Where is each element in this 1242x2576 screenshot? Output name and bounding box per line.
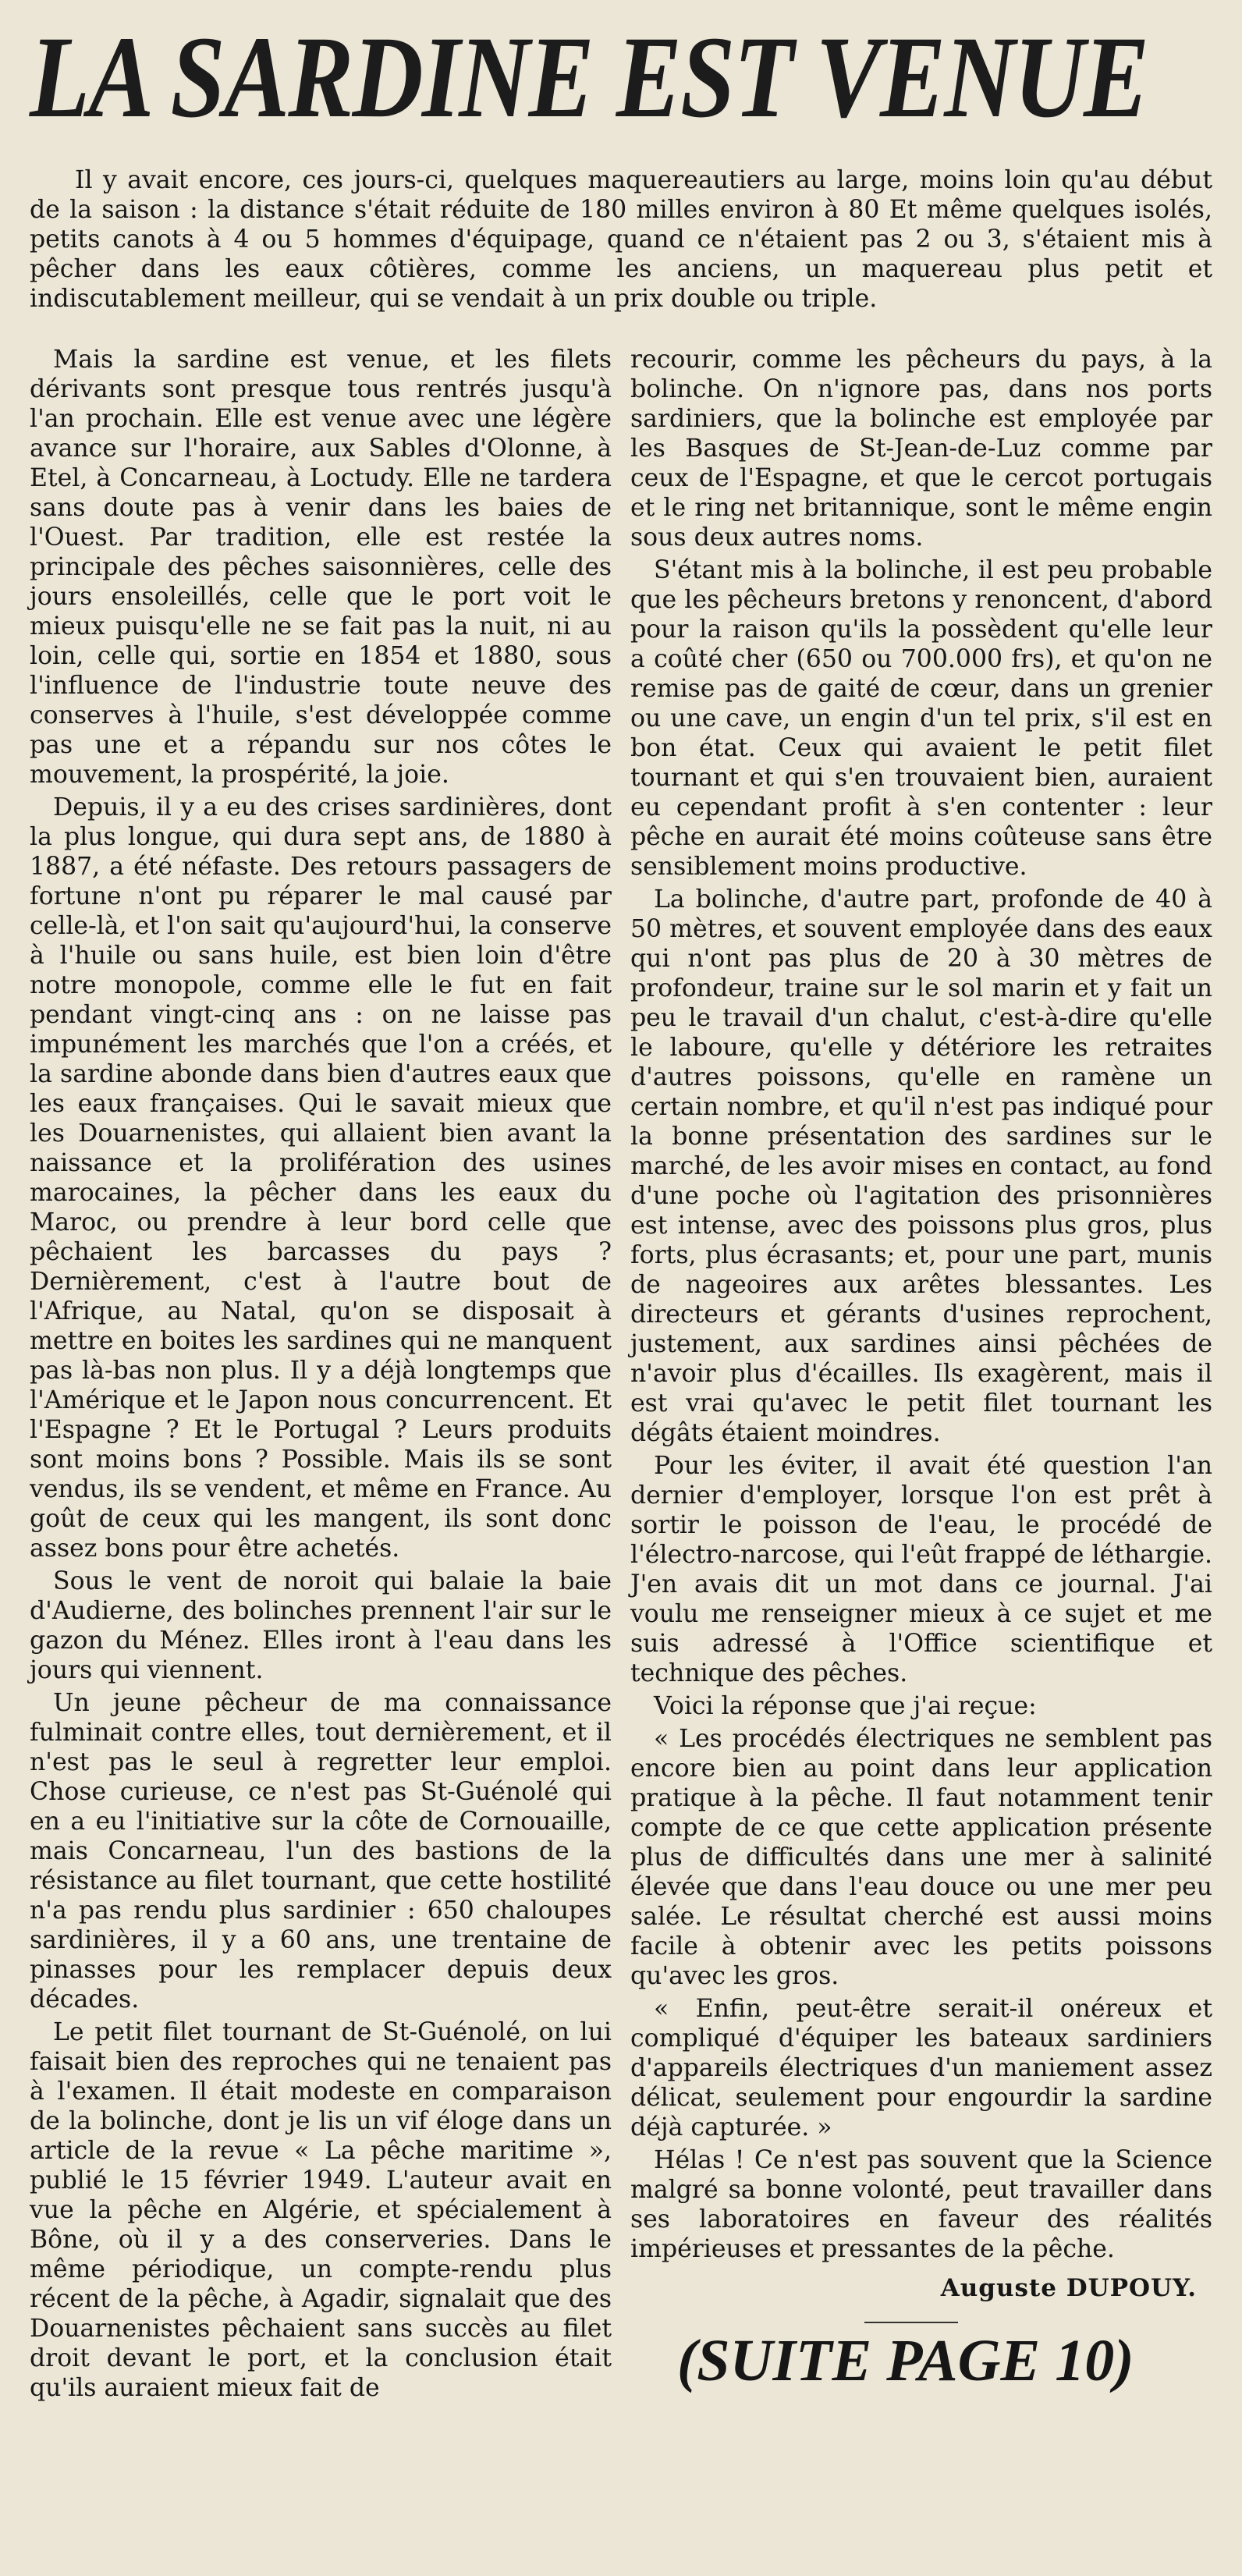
paragraph: S'étant mis à la bolinche, il est peu probable que les pêcheurs bretons y renoncent, d'abord pour la raison qu'ils la possèdent qu'elle leur a coûté cher (650 ou 700.000 frs), et qu'on ne remise pas de gaité de cœur, dans un grenier ou une cave, un engin d'un tel prix, s'il est en bon état. Ceux qui avaient le petit filet tournant et qui s'en trouvaient bien, auraient eu cependant profit à s'en contenter : leur pêche en aurait été moins coûteuse sans être sensiblement moins productive. (630, 556, 1212, 881)
paragraph: Pour les éviter, il avait été question l'an dernier d'employer, lorsque l'on est prêt à sortir le poisson de l'eau, le procédé de l'électro-narcose, qui l'eût frappé de léthargie. J'en avais dit un mot dans ce journal. J'ai voulu me renseigner mieux à ce sujet et me suis adressé à l'Office scientifique et technique des pêches. (630, 1452, 1212, 1687)
paragraph: Voici la réponse que j'ai reçue: (654, 1692, 1037, 1720)
paragraph: Mais la sardine est venue, et les filets dérivants sont presque tous rentrés jusqu'à l'an prochain. Elle est venue avec une légère avance sur l'horaire, aux Sables d'Olonne, à Etel, à Concarneau, à Loctudy. Elle ne tardera sans doute pas à venir dans les baies de l'Ouest. Par tradition, elle est restée la principale des pêches saisonnières, celle des jours ensoleillés, celle que le port voit le mieux puisqu'elle ne se fait pas la nuit, ni au loin, celle qui, sortie en 1854 et 1880, sous l'influence de l'industrie toute neuve des conserves à l'huile, s'est développée comme pas une et a répandu sur nos côtes le mouvement, la prospérité, la joie. (30, 346, 612, 789)
newspaper-page (0, 12, 1242, 2576)
continuation-notice: (SUITE PAGE 10) (677, 2328, 1134, 2393)
paragraph: Sous le vent de noroit qui balaie la baie d'Audierne, des bolinches prennent l'air sur le gazon du Ménez. Elles iront à l'eau dans les jours qui viennent. (30, 1567, 612, 1684)
column-right (630, 345, 1212, 2406)
paragraph: Un jeune pêcheur de ma connaissance fulminait contre elles, tout dernièrement, et il n'est pas le seul à regretter leur emploi. Chose curieuse, ce n'est pas St-Guénolé qui en a eu l'initiative sur la côte de Cornouaille, mais Concarneau, l'un des bastions de la résistance au filet tournant, que cette hostilité n'a pas rendu plus sardinier : 650 chaloupes sardinières, il y a 60 ans, une trentaine de pinasses pour les remplacer depuis deux décades. (30, 1689, 612, 2014)
quote-paragraph: « Enfin, peut-être serait-il onéreux et compliqué d'équiper les bateaux sardiniers d'appareils électriques d'un maniement assez délicat, seulement pour engourdir la sardine déjà capturée. » (630, 1995, 1212, 2141)
column-left (30, 345, 612, 2406)
lead-paragraph: Il y avait encore, ces jours-ci, quelques maquereautiers au large, moins loin qu'au début de la saison : la distance s'était réduite de 180 milles environ à 80 Et même quelques isolés, petits canots à 4 ou 5 hommes d'équipage, quand ce n'étaient pas 2 ou 3, s'étaient mis à pêcher dans les eaux côtières, comme les anciens, un maquereau plus petit et indiscutablement meilleur, qui se vendait à un prix double ou triple. (30, 166, 1212, 313)
article-headline: LA SARDINE EST VENUE (30, 12, 1148, 142)
divider-rule (864, 2322, 958, 2323)
paragraph: Hélas ! Ce n'est pas souvent que la Science malgré sa bonne volonté, peut travailler dans ses laboratoires en faveur des réalités impérieuses et pressantes de la pêche. (630, 2146, 1212, 2263)
article-columns (30, 345, 1212, 2406)
quote-paragraph: « Les procédés électriques ne semblent pas encore bien au point dans leur application pratique à la pêche. Il faut notamment tenir compte de ce que cette application présente plus de difficultés dans une mer à salinité élevée que dans l'eau douce ou une mer peu salée. Le résultat cherché est aussi moins facile à obtenir avec les petits poissons qu'avec les gros. (630, 1725, 1212, 1990)
paragraph: La bolinche, d'autre part, profonde de 40 à 50 mètres, et souvent employée dans des eaux qui n'ont pas plus de 20 à 30 mètres de profondeur, traine sur le sol marin et y fait un peu le travail d'un chalut, c'est-à-dire qu'elle le laboure, qu'elle y détériore les retraites d'autres poissons, qu'elle en ramène un certain nombre, et qu'il n'est pas indiqué pour la bonne présentation des sardines sur le marché, de les avoir mises en contact, au fond d'une poche où l'agitation des prisonnières est intense, avec des poissons plus gros, plus forts, plus écrasants; et, pour une part, munis de nageoires aux arêtes blessantes. Les directeurs et gérants d'usines reprochent, justement, aux sardines ainsi pêchées de n'avoir plus d'écailles. Ils exagèrent, mais il est vrai qu'avec le petit filet tournant les dégâts étaient moindres. (630, 885, 1212, 1447)
paragraph: Depuis, il y a eu des crises sardinières, dont la plus longue, qui dura sept ans, de 1880 à 1887, a été néfaste. Des retours passagers de fortune n'ont pu réparer le mal causé par celle-là, et l'on sait qu'aujourd'hui, la conserve à l'huile ou sans huile, est bien loin d'être notre monopole, comme elle le fut en fait pendant vingt-cinq ans : on ne laisse pas impunément les marchés que l'on a créés, et la sardine abonde dans bien d'autres eaux que les eaux françaises. Qui le savait mieux que les Douarnenistes, qui allaient bien avant la naissance et la prolifération des usines marocaines, la pêcher dans les eaux du Maroc, ou prendre à leur bord celle que pêchaient les barcasses du pays ? Dernièrement, c'est à l'autre bout de l'Afrique, au Natal, qu'on se disposait à mettre en boites les sardines qui ne manquent pas là-bas non plus. Il y a déjà longtemps que l'Amérique et le Japon nous concurrencent. Et l'Espagne ? Et le Portugal ? Leurs produits sont moins bons ? Possible. Mais ils se sont vendus, ils se vendent, et même en France. Au goût de ceux qui les mangent, ils sont donc assez bons pour être achetés. (30, 793, 612, 1563)
paragraph: Le petit filet tournant de St-Guénolé, on lui faisait bien des reproches qui ne tenaient pas à l'examen. Il était modeste en comparaison de la bolinche, dont je lis un vif éloge dans un article de la revue « La pêche maritime », publié le 15 février 1949. L'auteur avait en vue la pêche en Algérie, et spécialement à Bône, où il y a des conserveries. Dans le même périodique, un compte-rendu plus récent de la pêche, à Agadir, signalait que des Douarnenistes pêchaient sans succès au filet droit devant le port, et la conclusion était qu'ils auraient mieux fait de (30, 2018, 612, 2402)
author-signature: Auguste DUPOUY. (940, 2274, 1197, 2302)
paragraph: recourir, comme les pêcheurs du pays, à la bolinche. On n'ignore pas, dans nos ports sardiniers, que la bolinche est employée par les Basques de St-Jean-de-Luz comme par ceux de l'Espagne, et que le cercot portugais et le ring net britannique, sont le même engin sous deux autres noms. (630, 346, 1212, 552)
article-lead (30, 165, 1212, 314)
